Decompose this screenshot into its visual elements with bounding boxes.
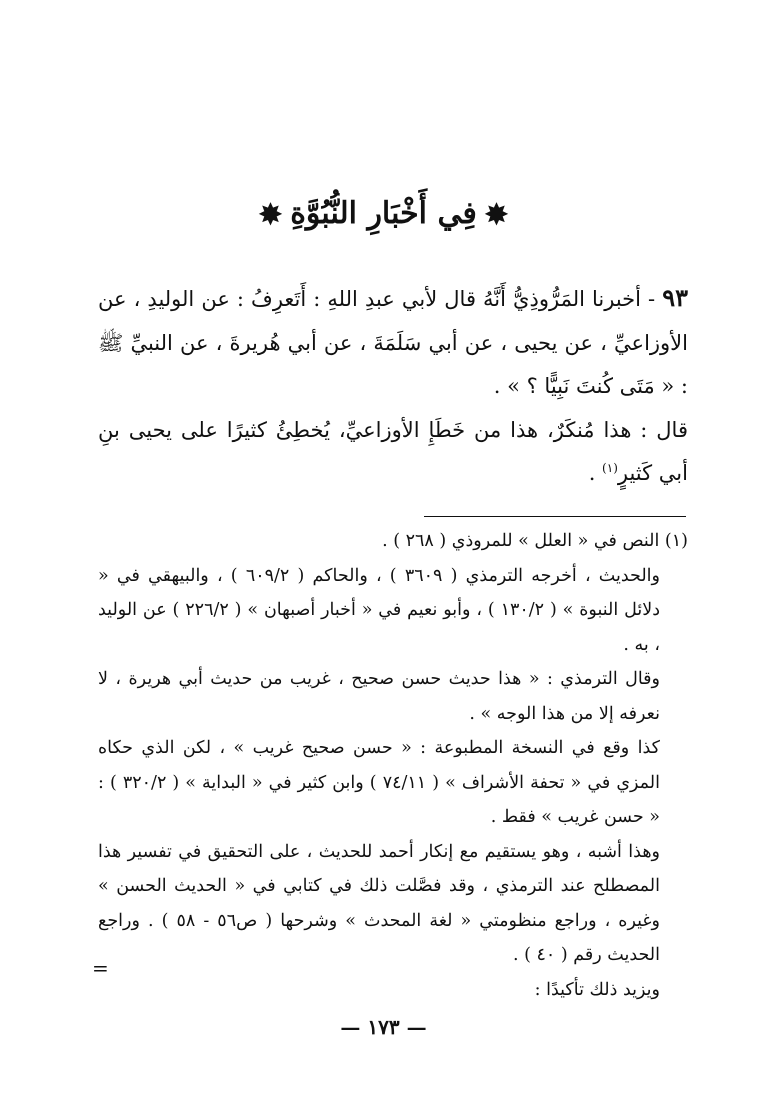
footnote-paragraph: كذا وقع في النسخة المطبوعة : « حسن صحيح غريب » ، لكن الذي حكاه المزي في « تحفة الأشراف » ( ٧٤/١١ ) وابن كثير في « البداية » ( ٣٢٠/٢ ) : « حسن غريب » فقط . [98,738,660,827]
footnote-reference: (١) [602,461,618,475]
hadith-comment-text: قال : هذا مُنكَرٌ، هذا من خَطَإِ الأوزاعيِّ، يُخطِئُ كثيرًا على يحيى بنِ أبي كَثيرٍ [98,417,688,485]
footnote-paragraph: (١) النص في « العلل » للمروذي ( ٢٦٨ ) . [382,531,688,551]
section-heading [0,192,767,237]
footnote-paragraph: والحديث ، أخرجه الترمذي ( ٣٦٠٩ ) ، والحاكم ( ٦٠٩/٢ ) ، والبيهقي في « دلائل النبوة » ( ١٣٠/٢ ) ، وأبو نعيم في « أخبار أصبهان » ( ٢٢٦/٢ ) عن الوليد ، به . [98,565,660,655]
hadith-comment-end: . [588,461,603,485]
footnotes [98,524,688,1007]
footnote-separator [424,516,686,517]
hadith-paragraph [98,276,688,409]
footnote-paragraph: وهذا أشبه ، وهو يستقيم مع إنكار أحمد للحديث ، على التحقيق في تفسير هذا المصطلح عند الترمذي ، وقد فصَّلت ذلك في كتابي في « الحديث الحسن » وغيره ، وراجع منظومتي « لغة المحدث » وشرحها ( ص٥٦ - ٥٨ ) . وراجع الحديث رقم ( ٤٠ ) . [98,841,660,965]
star-ornament-icon: ✸ [258,198,283,231]
hadith-number: ٩٣ [662,283,688,312]
hadith-text [98,276,688,496]
star-ornament-icon: ✸ [484,198,509,231]
section-title: فِي أَخْبَارِ النُّبُوَّةِ [290,196,477,231]
footnote-paragraph: وقال الترمذي : « هذا حديث حسن صحيح ، غريب من حديث أبي هريرة ، لا نعرفه إلا من هذا الوجه » . [98,669,660,724]
hadith-narration: - أخبرنا المَرُّوذِيُّ أَنَّهُ قال لأبي عبدِ اللهِ : أَتَعرِفُ : عن الوليدِ ، عن الأوزاعيِّ ، عن يحيى ، عن أبي سَلَمَةَ ، عن أبي هُريرةَ ، عن النبيِّ ﷺ : « مَتَى كُنتَ نَبِيًّا ؟ » . [98,287,688,398]
continuation-mark: = [92,956,109,980]
hadith-comment [98,409,688,496]
footnote-paragraph: ويزيد ذلك تأكيدًا : [534,979,660,1000]
page-number: — ١٧٣ — [340,1015,427,1039]
